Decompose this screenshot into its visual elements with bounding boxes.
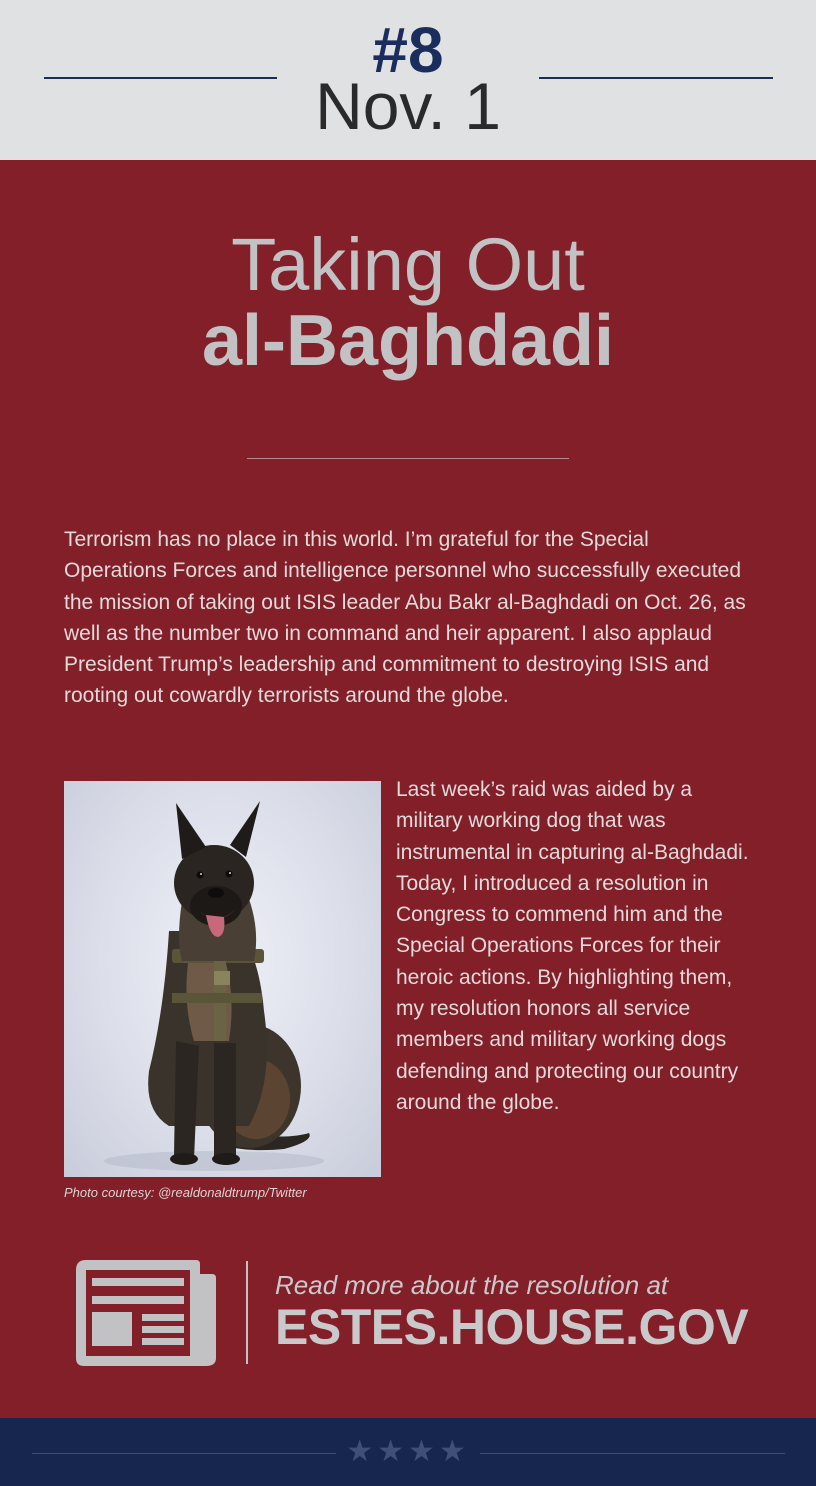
- header-band: [0, 0, 816, 160]
- website-link[interactable]: ESTES.HOUSE.GOV: [275, 1299, 749, 1355]
- body-paragraph: Last week’s raid was aided by a military working dog that was instrumental in capturing al-Baghdadi. Today, I introduced a resolution in Congress to commend him and the Special Operations Forces for their heroic actions. By highlighting them, my resolution honors all service members and military working dogs defending and protecting our country around the globe.: [396, 778, 749, 1114]
- cta-divider: [246, 1261, 248, 1364]
- photo-caption: Photo courtesy: @realdonaldtrump/Twitter: [64, 1185, 307, 1200]
- headline-line-1: Taking Out: [231, 223, 585, 306]
- star-icon: ★★★★: [346, 1435, 470, 1468]
- cta-prompt: Read more about the resolution at: [275, 1270, 669, 1300]
- dog-icon: [64, 781, 381, 1177]
- intro-paragraph: Terrorism has no place in this world. I’m grateful for the Special Operations Forces and intelligence personnel who successfully executed the mission of taking out ISIS leader Abu Bakr al-Baghdadi on Oct. 26, as well as the number two in command and heir apparent. I also applaud President Trump’s leadership and commitment to destroying ISIS and rooting out cowardly terrorists around the globe.: [64, 528, 746, 708]
- issue-number: #8: [372, 14, 444, 86]
- dog-photo: [64, 781, 381, 1177]
- issue-date: Nov. 1: [315, 69, 501, 143]
- footer-band: [0, 1418, 816, 1486]
- newspaper-icon: [76, 1260, 216, 1366]
- headline-line-2: al-Baghdadi: [201, 301, 615, 381]
- headline-divider: [247, 458, 569, 459]
